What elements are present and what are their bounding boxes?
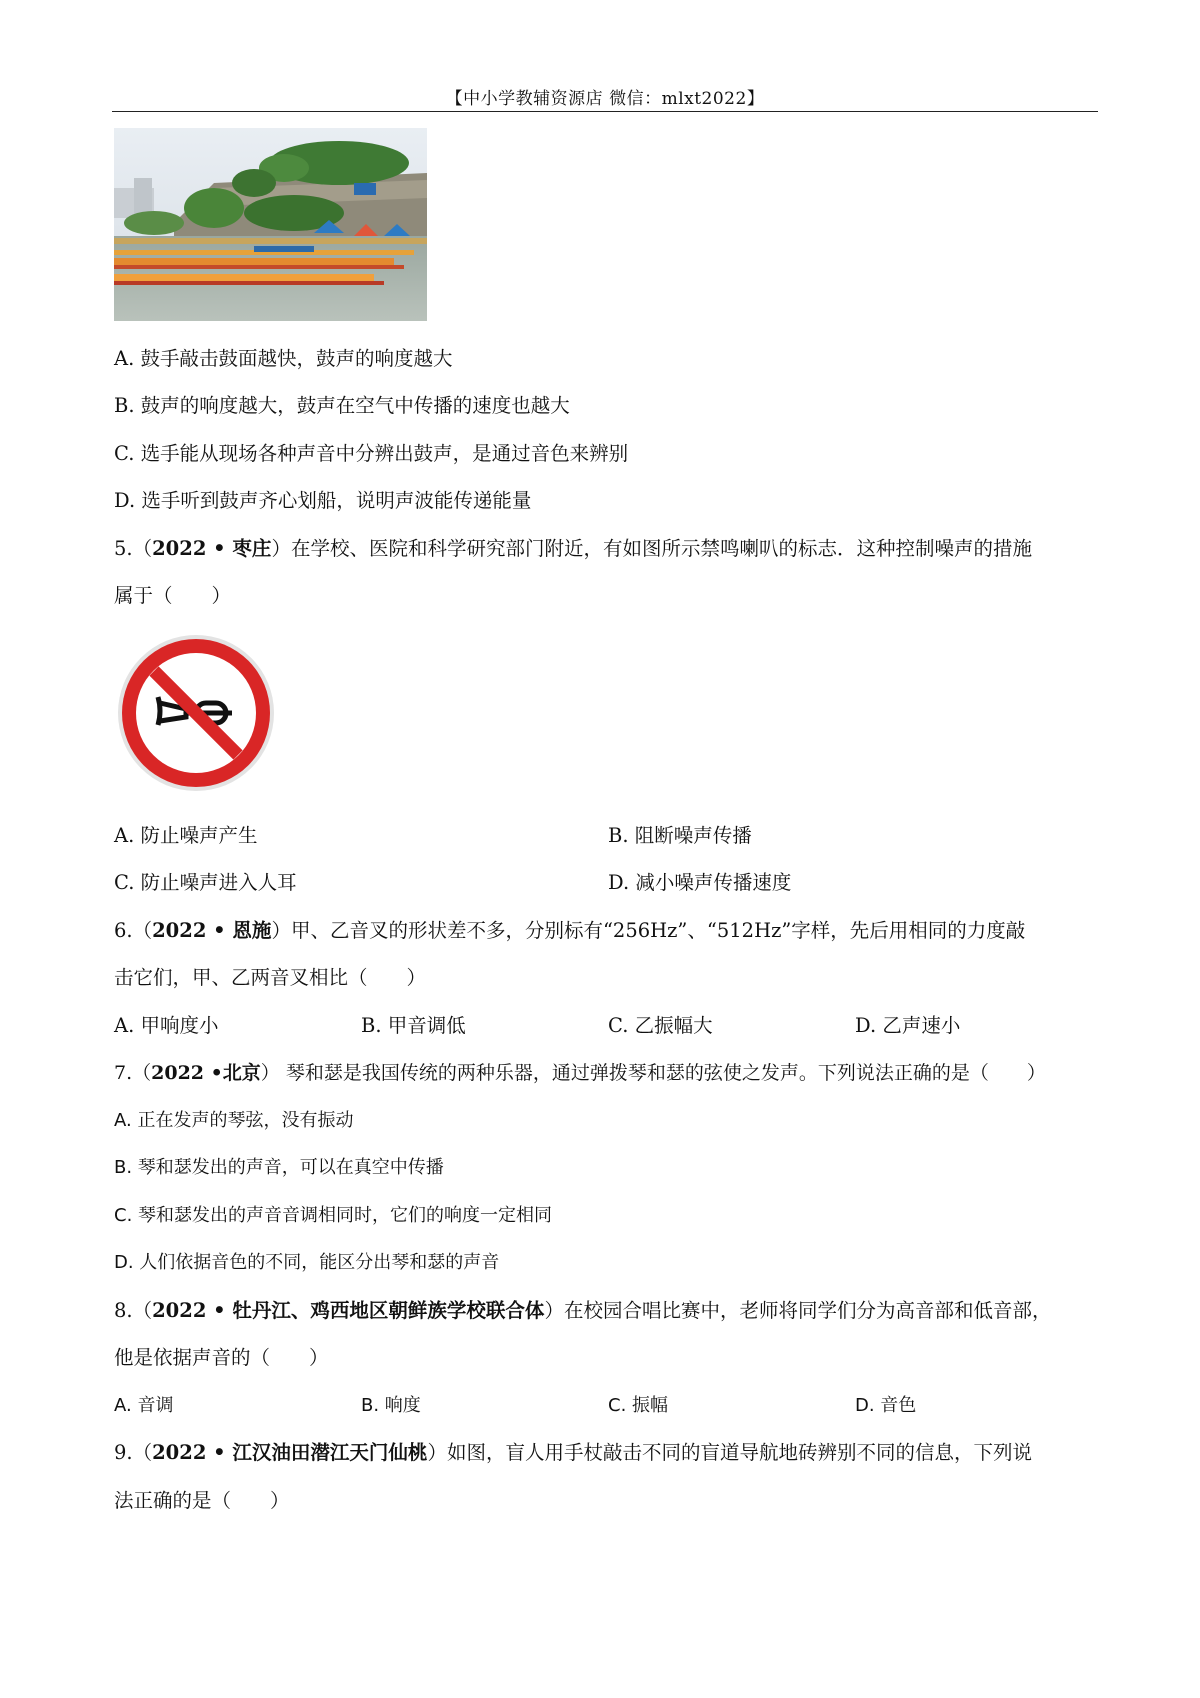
q5-option-d: D. 减小噪声传播速度	[608, 871, 792, 894]
q9-stem-cont: 法正确的是（ ）	[114, 1489, 290, 1512]
q9-text-1: ）如图，盲人用手杖敲击不同的盲道导航地砖辨别不同的信息，下列说	[427, 1441, 1032, 1464]
dragon-boat-photo	[114, 128, 427, 321]
q4-option-a: A. 鼓手敲击鼓面越快，鼓声的响度越大	[114, 347, 453, 370]
q5-source: 2022 • 枣庄	[152, 537, 272, 560]
q7-stem	[114, 1060, 1046, 1086]
q7-option-c: C. 琴和瑟发出的声音音调相同时，它们的响度一定相同	[114, 1205, 553, 1226]
q4-option-c: C. 选手能从现场各种声音中分辨出鼓声，是通过音色来辨别	[114, 442, 629, 465]
q6-text-1: ）甲、乙音叉的形状差不多，分别标有“256Hz”、“512Hz”字样，先后用相同的力度敲	[271, 919, 1026, 942]
q7-option-d: D. 人们依据音色的不同，能区分出琴和瑟的声音	[114, 1252, 500, 1273]
q5-stem-cont: 属于（ ）	[114, 584, 232, 607]
q4-option-d: D. 选手听到鼓声齐心划船，说明声波能传递能量	[114, 489, 532, 512]
q4-option-b: B. 鼓声的响度越大，鼓声在空气中传播的速度也越大	[114, 394, 570, 417]
q6-source: 2022 • 恩施	[152, 919, 272, 942]
q6-option-c: C. 乙振幅大	[608, 1014, 713, 1037]
q7-source: 2022 •北京	[151, 1062, 261, 1084]
q8-source: 2022 • 牡丹江、鸡西地区朝鲜族学校联合体	[152, 1299, 545, 1322]
q8-stem	[114, 1298, 1051, 1324]
header-divider	[112, 111, 1098, 112]
q7-option-a: A. 正在发声的琴弦，没有振动	[114, 1110, 354, 1131]
q8-text-1: ）在校园合唱比赛中，老师将同学们分为高音部和低音部，	[544, 1299, 1052, 1322]
q8-option-c: C. 振幅	[608, 1395, 669, 1416]
q5-text-1: ）在学校、医院和科学研究部门附近，有如图所示禁鸣喇叭的标志．这种控制噪声的措施	[271, 537, 1032, 560]
q9-stem	[114, 1440, 1032, 1466]
q6-option-d: D. 乙声速小	[855, 1014, 961, 1037]
q8-stem-cont: 他是依据声音的（ ）	[114, 1346, 329, 1369]
q8-option-b: B. 响度	[361, 1395, 421, 1416]
q6-option-a: A. 甲响度小	[114, 1014, 219, 1037]
page-header: 【中小学教辅资源店 微信：mlxt2022】	[445, 89, 765, 109]
q7-option-b: B. 琴和瑟发出的声音，可以在真空中传播	[114, 1157, 444, 1178]
q8-option-d: D. 音色	[855, 1395, 917, 1416]
q9-number: 9.（	[114, 1441, 153, 1464]
q6-stem	[114, 918, 1025, 944]
q7-text-1: ） 琴和瑟是我国传统的两种乐器，通过弹拨琴和瑟的弦使之发声。下列说法正确的是（ ）	[260, 1062, 1046, 1084]
q7-number: 7.（	[114, 1062, 152, 1084]
q8-option-a: A. 音调	[114, 1395, 174, 1416]
q5-option-c: C. 防止噪声进入人耳	[114, 871, 297, 894]
q5-option-b: B. 阻断噪声传播	[608, 824, 752, 847]
q6-number: 6.（	[114, 919, 153, 942]
q9-source: 2022 • 江汉油田潜江天门仙桃	[152, 1441, 428, 1464]
q5-number: 5.（	[114, 537, 153, 560]
q5-option-a: A. 防止噪声产生	[114, 824, 258, 847]
q5-stem	[114, 536, 1032, 562]
q8-number: 8.（	[114, 1299, 153, 1322]
no-horn-sign-image	[114, 631, 278, 795]
q6-stem-cont: 击它们，甲、乙两音叉相比（ ）	[114, 966, 427, 989]
q6-option-b: B. 甲音调低	[361, 1014, 466, 1037]
